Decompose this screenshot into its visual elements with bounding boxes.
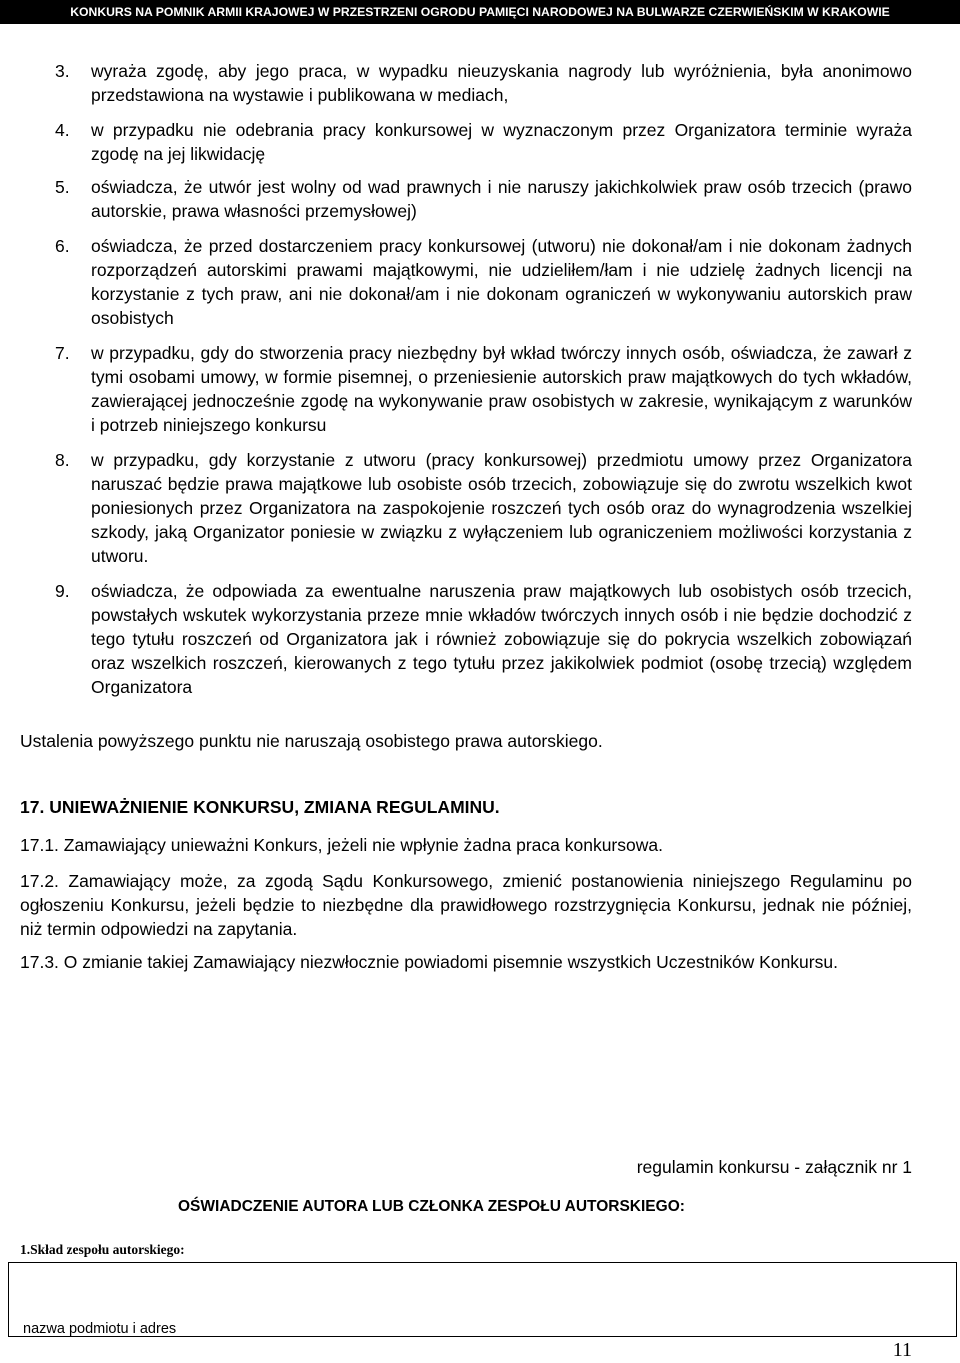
list-item (55, 234, 912, 330)
paragraph-17-2: 17.2. Zamawiający może, za zgodą Sądu Konkursowego, zmienić postanowienia niniejszego Regulaminu po ogłoszeniu Konkursu, jeżeli będzie to niezbędne dla prawidłowego rozstrzygnięcia Konkursu, jednak nie później, niż termin odpowiedzi na zapytania. (20, 871, 912, 939)
section-heading: 17. UNIEWAŻNIENIE KONKURSU, ZMIANA REGULAMINU. (20, 797, 500, 817)
copyright-note: Ustalenia powyższego punktu nie naruszają osobistego prawa autorskiego. (20, 731, 603, 751)
declaration-list (55, 59, 912, 710)
list-item (55, 579, 912, 699)
entity-address-box (8, 1262, 957, 1337)
paragraph-17-3: 17.3. O zmianie takiej Zamawiający niezwłocznie powiadomi pisemnie wszystkich Uczestników Konkursu. (20, 952, 838, 972)
entity-address-label: nazwa podmiotu i adres (23, 1321, 177, 1337)
declaration-title: OŚWIADCZENIE AUTORA LUB CZŁONKA ZESPOŁU AUTORSKIEGO: (178, 1198, 685, 1215)
list-item (55, 118, 912, 166)
annex-label: regulamin konkursu - załącznik nr 1 (636, 1157, 912, 1177)
item-text: oświadcza, że przed dostarczeniem pracy konkursowej (utworu) nie dokonał/am i nie dokonam żadnych rozporządzeń autorskimi prawami majątkowymi, nie udzieliłem/łam i nie udzielę żadnych licencji na korzystanie z tych praw, ani nie dokonał/am i nie dokonam ograniczeń w wykonywaniu autorskich praw osobistych (91, 236, 912, 328)
item-number: 6. (55, 236, 70, 256)
item-number: 3. (55, 61, 70, 81)
item-text: oświadcza, że utwór jest wolny od wad prawnych i nie naruszy jakichkolwiek praw osób trzecich (prawo autorskie, prawa własności przemysłowej) (91, 177, 912, 221)
item-text: w przypadku nie odebrania pracy konkursowej w wyznaczonym przez Organizatora terminie wyraża zgodę na jej likwidację (91, 120, 912, 164)
page-number: 11 (892, 1339, 912, 1361)
item-number: 5. (55, 177, 70, 197)
item-text: w przypadku, gdy do stworzenia pracy niezbędny był wkład twórczy innych osób, oświadcza, że zawarł z tymi osobami umowy, w formie pisemnej, o przeniesienie autorskich praw majątkowych do tych wkładów, zawierającej jednocześnie zgodę na wykonywanie praw osobistych w zakresie, wynikającym z warunków i potrzeb niniejszego konkursu (91, 343, 912, 435)
list-item (55, 448, 912, 568)
list-item (55, 341, 912, 437)
item-number: 8. (55, 450, 70, 470)
document-header: KONKURS NA POMNIK ARMII KRAJOWEJ W PRZESTRZENI OGRODU PAMIĘCI NARODOWEJ NA BULWARZE CZERWIEŃSKIM W KRAKOWIE (0, 0, 960, 24)
list-item (55, 175, 912, 223)
item-text: w przypadku, gdy korzystanie z utworu (pracy konkursowej) przedmiotu umowy przez Organizatora naruszać będzie prawa majątkowe lub osobiste osób trzecich, zobowiązuje się do zwrotu wszelkich kwot poniesionych przez Organizatora na zaspokojenie roszczeń tych osób oraz do wynagrodzenia wszelkiej szkody, jaką Organizator poniesie w związku z wyłączeniem lub ograniczeniem możliwości korzystania z utworu. (91, 450, 912, 566)
item-text: wyraża zgodę, aby jego praca, w wypadku nieuzyskania nagrody lub wyróżnienia, była anonimowo przedstawiona na wystawie i publikowana w mediach, (91, 61, 912, 105)
paragraph-17-1: 17.1. Zamawiający unieważni Konkurs, jeżeli nie wpłynie żadna praca konkursowa. (20, 835, 663, 855)
item-number: 4. (55, 120, 70, 140)
item-number: 9. (55, 581, 70, 601)
item-text: oświadcza, że odpowiada za ewentualne naruszenia praw majątkowych lub osobistych osób trzecich, powstałych wskutek wykorzystania przeze mnie wkładów twórczych innych osób i nie będzie dochodzić z tego tytułu roszczeń od Organizatora jak i również zobowiązuje się do pokrycia wszelkich zobowiązań oraz wszelkich roszczeń, kierowanych z tego tytułu przez jakikolwiek podmiot (osobę trzecią) względem Organizatora (91, 581, 912, 697)
list-item (55, 59, 912, 107)
item-number: 7. (55, 343, 70, 363)
team-section-label: 1.Skład zespołu autorskiego: (20, 1242, 185, 1257)
